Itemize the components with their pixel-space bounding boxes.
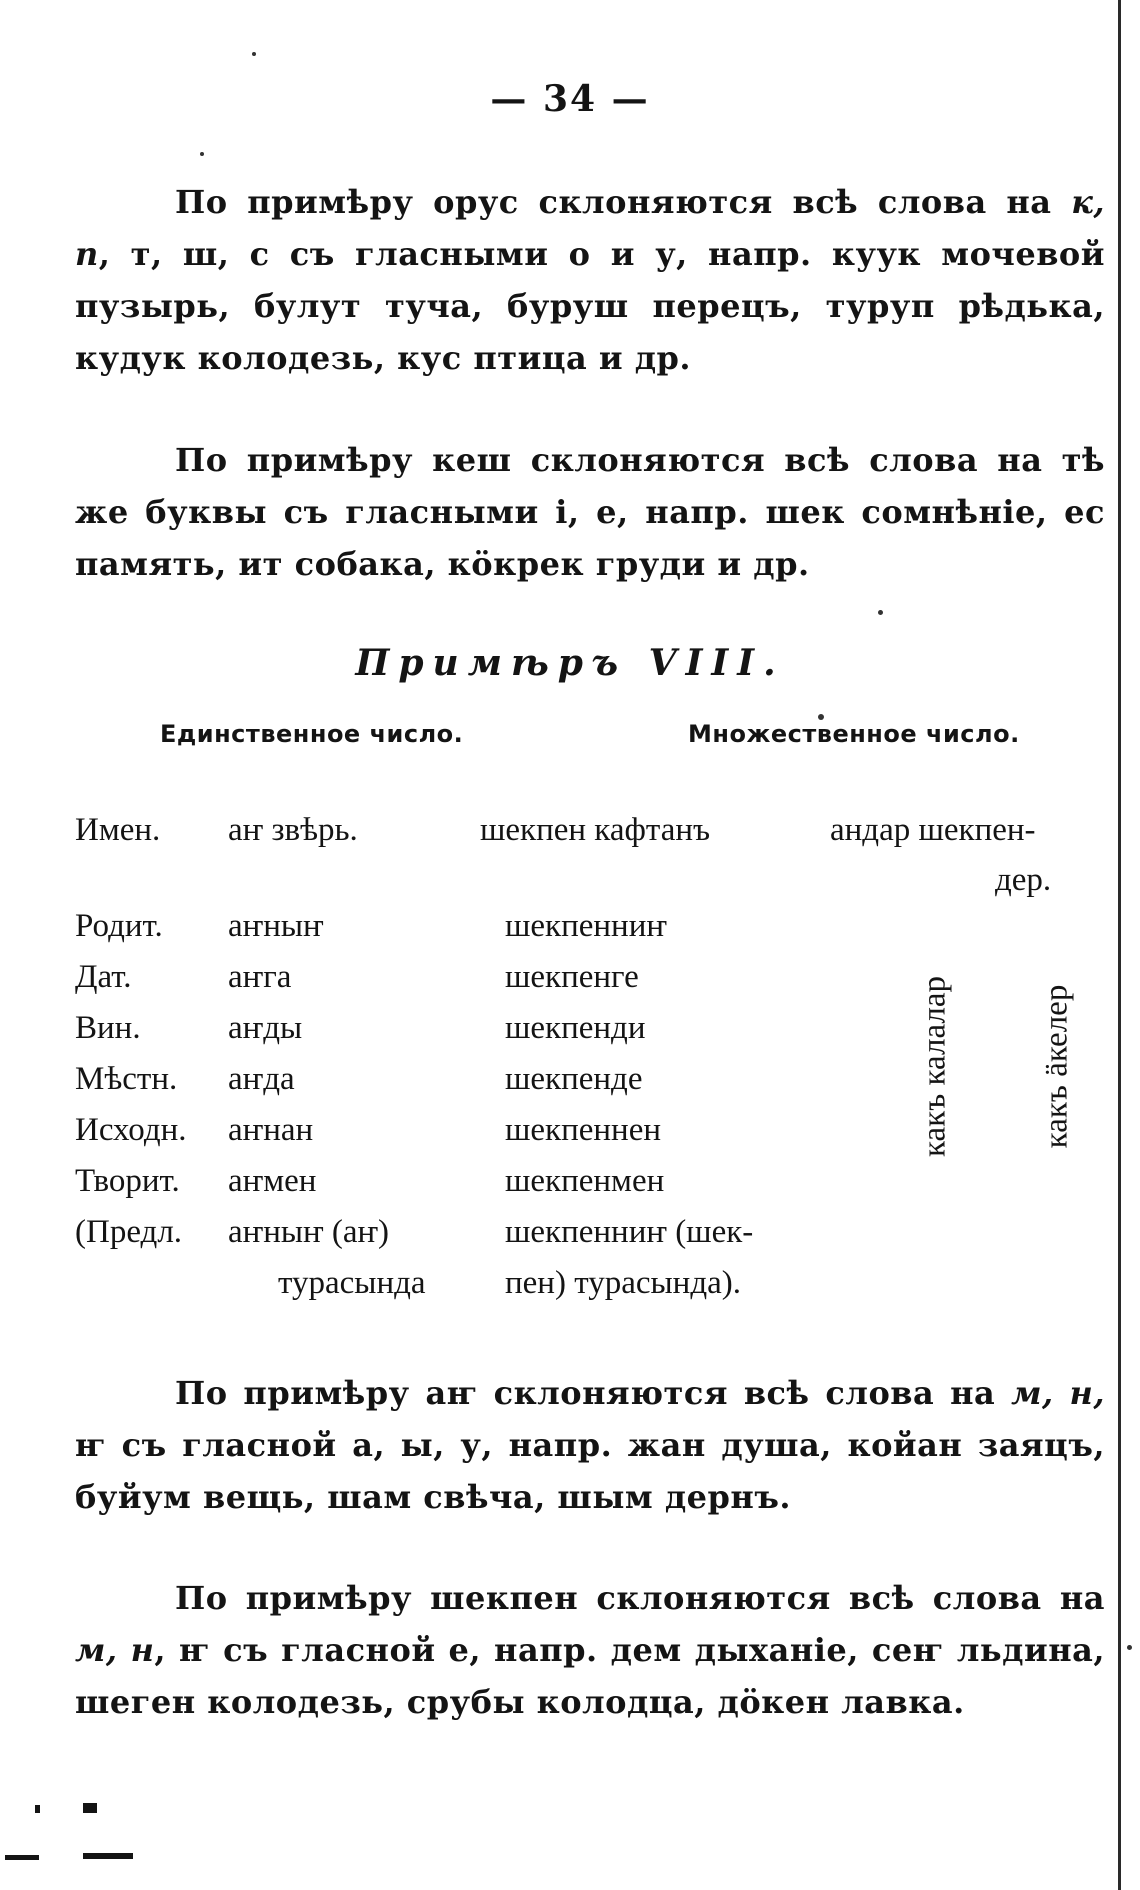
paragraph-line: кудук колодезь, кус птица и др. [75,339,692,377]
scan-speck [252,52,256,56]
paragraph-line: По примѣру шекпен склоняются всѣ слова на [175,1579,1105,1617]
paragraph-line: пузырь, булут туча, буруш перецъ, туруп рѣдька, [75,287,1105,325]
plural-form-1: андар шекпен- [830,812,1036,848]
singular-form-2: шекпенде [505,1061,643,1097]
singular-form-2: шекпенге [505,959,639,995]
scan-mark [83,1803,97,1813]
side-note-kalalar: какъ калалар [916,975,953,1158]
paragraph-line: шеген колодезь, срубы колодца, дӧкен лавка. [75,1683,965,1721]
paragraph-4 [75,1572,1105,1728]
singular-form-2: шекпеннен [505,1112,662,1148]
singular-form-1: аҥда [228,1061,295,1097]
paragraph-1 [75,176,1105,384]
side-note-akeler: какъ ӓкелер [1038,984,1075,1149]
singular-form-1: аҥнан [228,1112,314,1148]
page-edge-line [1118,0,1121,1890]
page-number: — 34 — [490,78,650,120]
singular-form-2-continued: пен) турасында). [505,1265,741,1301]
column-heading-plural: Множественное число. [688,720,1020,748]
singular-form-2: шекпенниҥ (шек- [505,1214,754,1250]
singular-form-1: аҥныҥ [228,908,324,944]
case-label: Исходн. [75,1112,187,1148]
scan-mark [83,1853,133,1859]
example-heading: Примѣръ VIII. [355,642,785,684]
scan-mark [35,1805,40,1813]
scan-speck [1127,1645,1132,1650]
singular-form-2: шекпенди [505,1010,646,1046]
case-label: Вин. [75,1010,141,1046]
singular-form-1: аҥмен [228,1163,317,1199]
singular-form-2: шекпенмен [505,1163,665,1199]
case-label: Мѣстн. [75,1061,178,1097]
paragraph-line: ҥ съ гласной а, ы, у, напр. жан душа, койан заяцъ, [75,1426,1105,1464]
singular-form-1: аҥды [228,1010,303,1046]
case-label: Имен. [75,812,161,848]
paragraph-line: По примѣру аҥ склоняются всѣ слова на м, н, [175,1374,1106,1412]
scan-speck [200,152,204,156]
case-label: Родит. [75,908,163,944]
paragraph-line: память, ит собака, кӧкрек груди и др. [75,545,810,583]
scan-mark [5,1855,39,1860]
paragraph-line: По примѣру кеш склоняются всѣ слова на тѣ [175,441,1105,479]
paragraph-2 [75,434,1105,590]
column-heading-singular: Единственное число. [160,720,464,748]
singular-form-2: шекпенниҥ [505,908,667,944]
paragraph-line: По примѣру орус склоняются всѣ слова на к, [175,183,1105,221]
scan-speck [878,610,883,615]
case-label: (Предл. [75,1214,183,1250]
paragraph-line: п, т, ш, с съ гласными о и у, напр. куук мочевой [75,235,1105,273]
singular-form-1: аҥныҥ (аҥ) [228,1214,390,1250]
paragraph-3 [75,1367,1105,1523]
singular-form-2: шекпен кафтанъ [480,812,711,848]
paragraph-line: м, н, ҥ съ гласной е, напр. дем дыханіе, сеҥ льдина, [75,1631,1105,1669]
case-label: Дат. [75,959,132,995]
singular-form-1-continued: турасында [278,1265,426,1301]
paragraph-line: буйум вещь, шам свѣча, шым дернъ. [75,1478,791,1516]
singular-form-1: аҥга [228,959,292,995]
scan-speck [818,714,824,720]
paragraph-line: же буквы съ гласными і, е, напр. шек сомнѣніе, ес [75,493,1105,531]
case-label: Творит. [75,1163,180,1199]
singular-form-1: аҥ звѣрь. [228,812,358,848]
plural-form-1-continued: дер. [995,862,1052,898]
